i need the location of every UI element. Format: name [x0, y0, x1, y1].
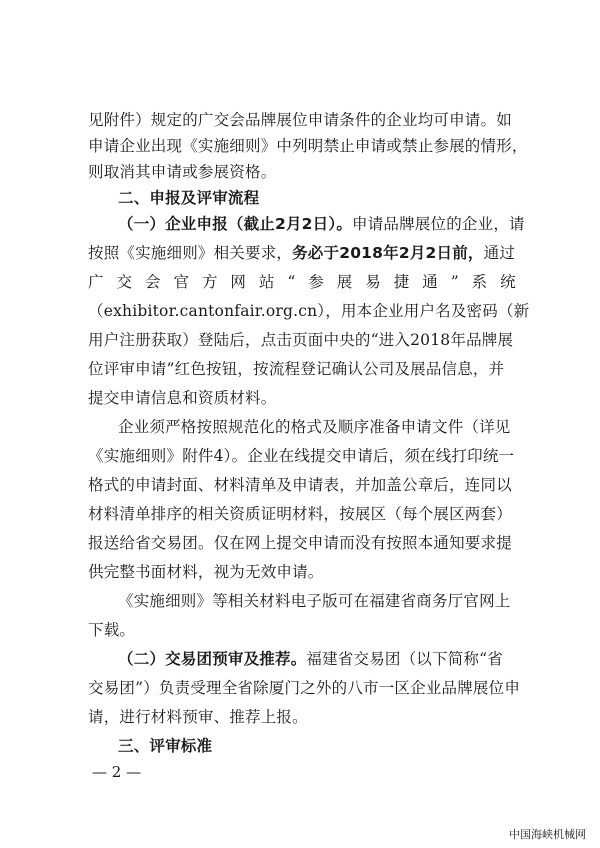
- spaced-char: 易: [365, 273, 381, 291]
- paragraph-5-line-1: [118, 649, 503, 669]
- spaced-char: 会: [144, 273, 161, 291]
- subsection-2-title: （二）交易团预审及推荐。: [118, 650, 307, 668]
- paragraph-2-line-7: 提交申请信息和资质材料。: [88, 389, 277, 407]
- spaced-char: 官: [173, 273, 190, 291]
- paragraph-2-line-2-c: 通过: [483, 244, 516, 262]
- spaced-char: 系: [471, 273, 488, 291]
- spaced-char: “: [287, 273, 296, 291]
- paragraph-3-line-4: 材料清单排序的相关资质证明材料，按展区（每个展区两套）: [88, 505, 512, 523]
- paragraph-2-line-1-text: 申请品牌展位的企业，请: [352, 215, 525, 233]
- spaced-char: 网: [230, 273, 247, 291]
- paragraph-5-line-3: 请，进行材料预审、推荐上报。: [88, 708, 308, 726]
- paragraph-3-line-6: 供完整书面材料，视为无效申请。: [88, 563, 324, 581]
- deadline-emphasis: 务必于2018年2月2日前，: [292, 244, 484, 262]
- subsection-1-title: （一）企业申报（截止2月2日）。: [118, 215, 353, 233]
- paragraph-2-line-3: [88, 272, 516, 292]
- paragraph-3-line-3: 格式的申请封面、材料清单及申请表，并加盖公章后，连同以: [88, 476, 512, 494]
- paragraph-5-line-1-text: 福建省交易团（以下简称“省: [306, 650, 503, 668]
- paragraph-2-line-5: 用户注册获取）登陆后，点击页面中央的“进入2018年品牌展: [88, 331, 514, 349]
- page-number: — 2 —: [92, 763, 142, 781]
- spaced-char: 展: [336, 273, 353, 291]
- paragraph-3-line-5: 报送给省交易团。仅在网上提交申请而没有按照本通知要求提: [88, 534, 512, 552]
- spaced-char: 参: [308, 273, 324, 291]
- paragraph-5-line-2: 交易团”）负责受理全省除厦门之外的八市一区企业品牌展位申: [88, 679, 521, 697]
- site-watermark: 中国海峡机械网: [509, 828, 586, 841]
- paragraph-2-line-6: 位评审申请”红色按钮，按流程登记确认公司及展品信息，并: [88, 360, 505, 378]
- paragraph-3-line-2: 《实施细则》附件4）。企业在线提交申请后，须在线打印统一: [88, 447, 515, 465]
- spaced-char: 站: [258, 273, 275, 291]
- paragraph-4-line-1: 《实施细则》等相关材料电子版可在福建省商务厅官网上: [118, 592, 511, 610]
- paragraph-1-line-1: 见附件）规定的广交会品牌展位申请条件的企业均可申请。如: [88, 111, 512, 129]
- spaced-char: 交: [116, 273, 133, 291]
- section-2-heading: 二、申报及评审流程: [118, 189, 260, 207]
- section-3-heading: 三、评审标准: [118, 737, 213, 755]
- spaced-char: 方: [201, 273, 218, 291]
- spaced-char: 通: [422, 273, 438, 291]
- paragraph-2-line-2: [88, 243, 515, 263]
- spaced-char: 统: [500, 273, 516, 291]
- paragraph-3-line-1: 企业须严格按照规范化的格式及顺序准备申请文件（详见: [118, 418, 511, 436]
- paragraph-1-line-2: 申请企业出现《实施细则》中列明禁止申请或禁止参展的情形，: [88, 137, 528, 155]
- spaced-char: 捷: [393, 273, 410, 291]
- spaced-char: ”: [450, 273, 459, 291]
- paragraph-4-line-2: 下载。: [88, 621, 136, 639]
- paragraph-1-line-3: 则取消其申请或参展资格。: [88, 163, 277, 181]
- paragraph-2-line-1: [118, 214, 525, 234]
- paragraph-2-line-4: （exhibitor.cantonfair.org.cn），用本企业用户名及密码（新: [88, 302, 530, 320]
- spaced-char: 广: [88, 273, 104, 291]
- paragraph-2-line-2-a: 按照《实施细则》相关要求，: [88, 244, 293, 262]
